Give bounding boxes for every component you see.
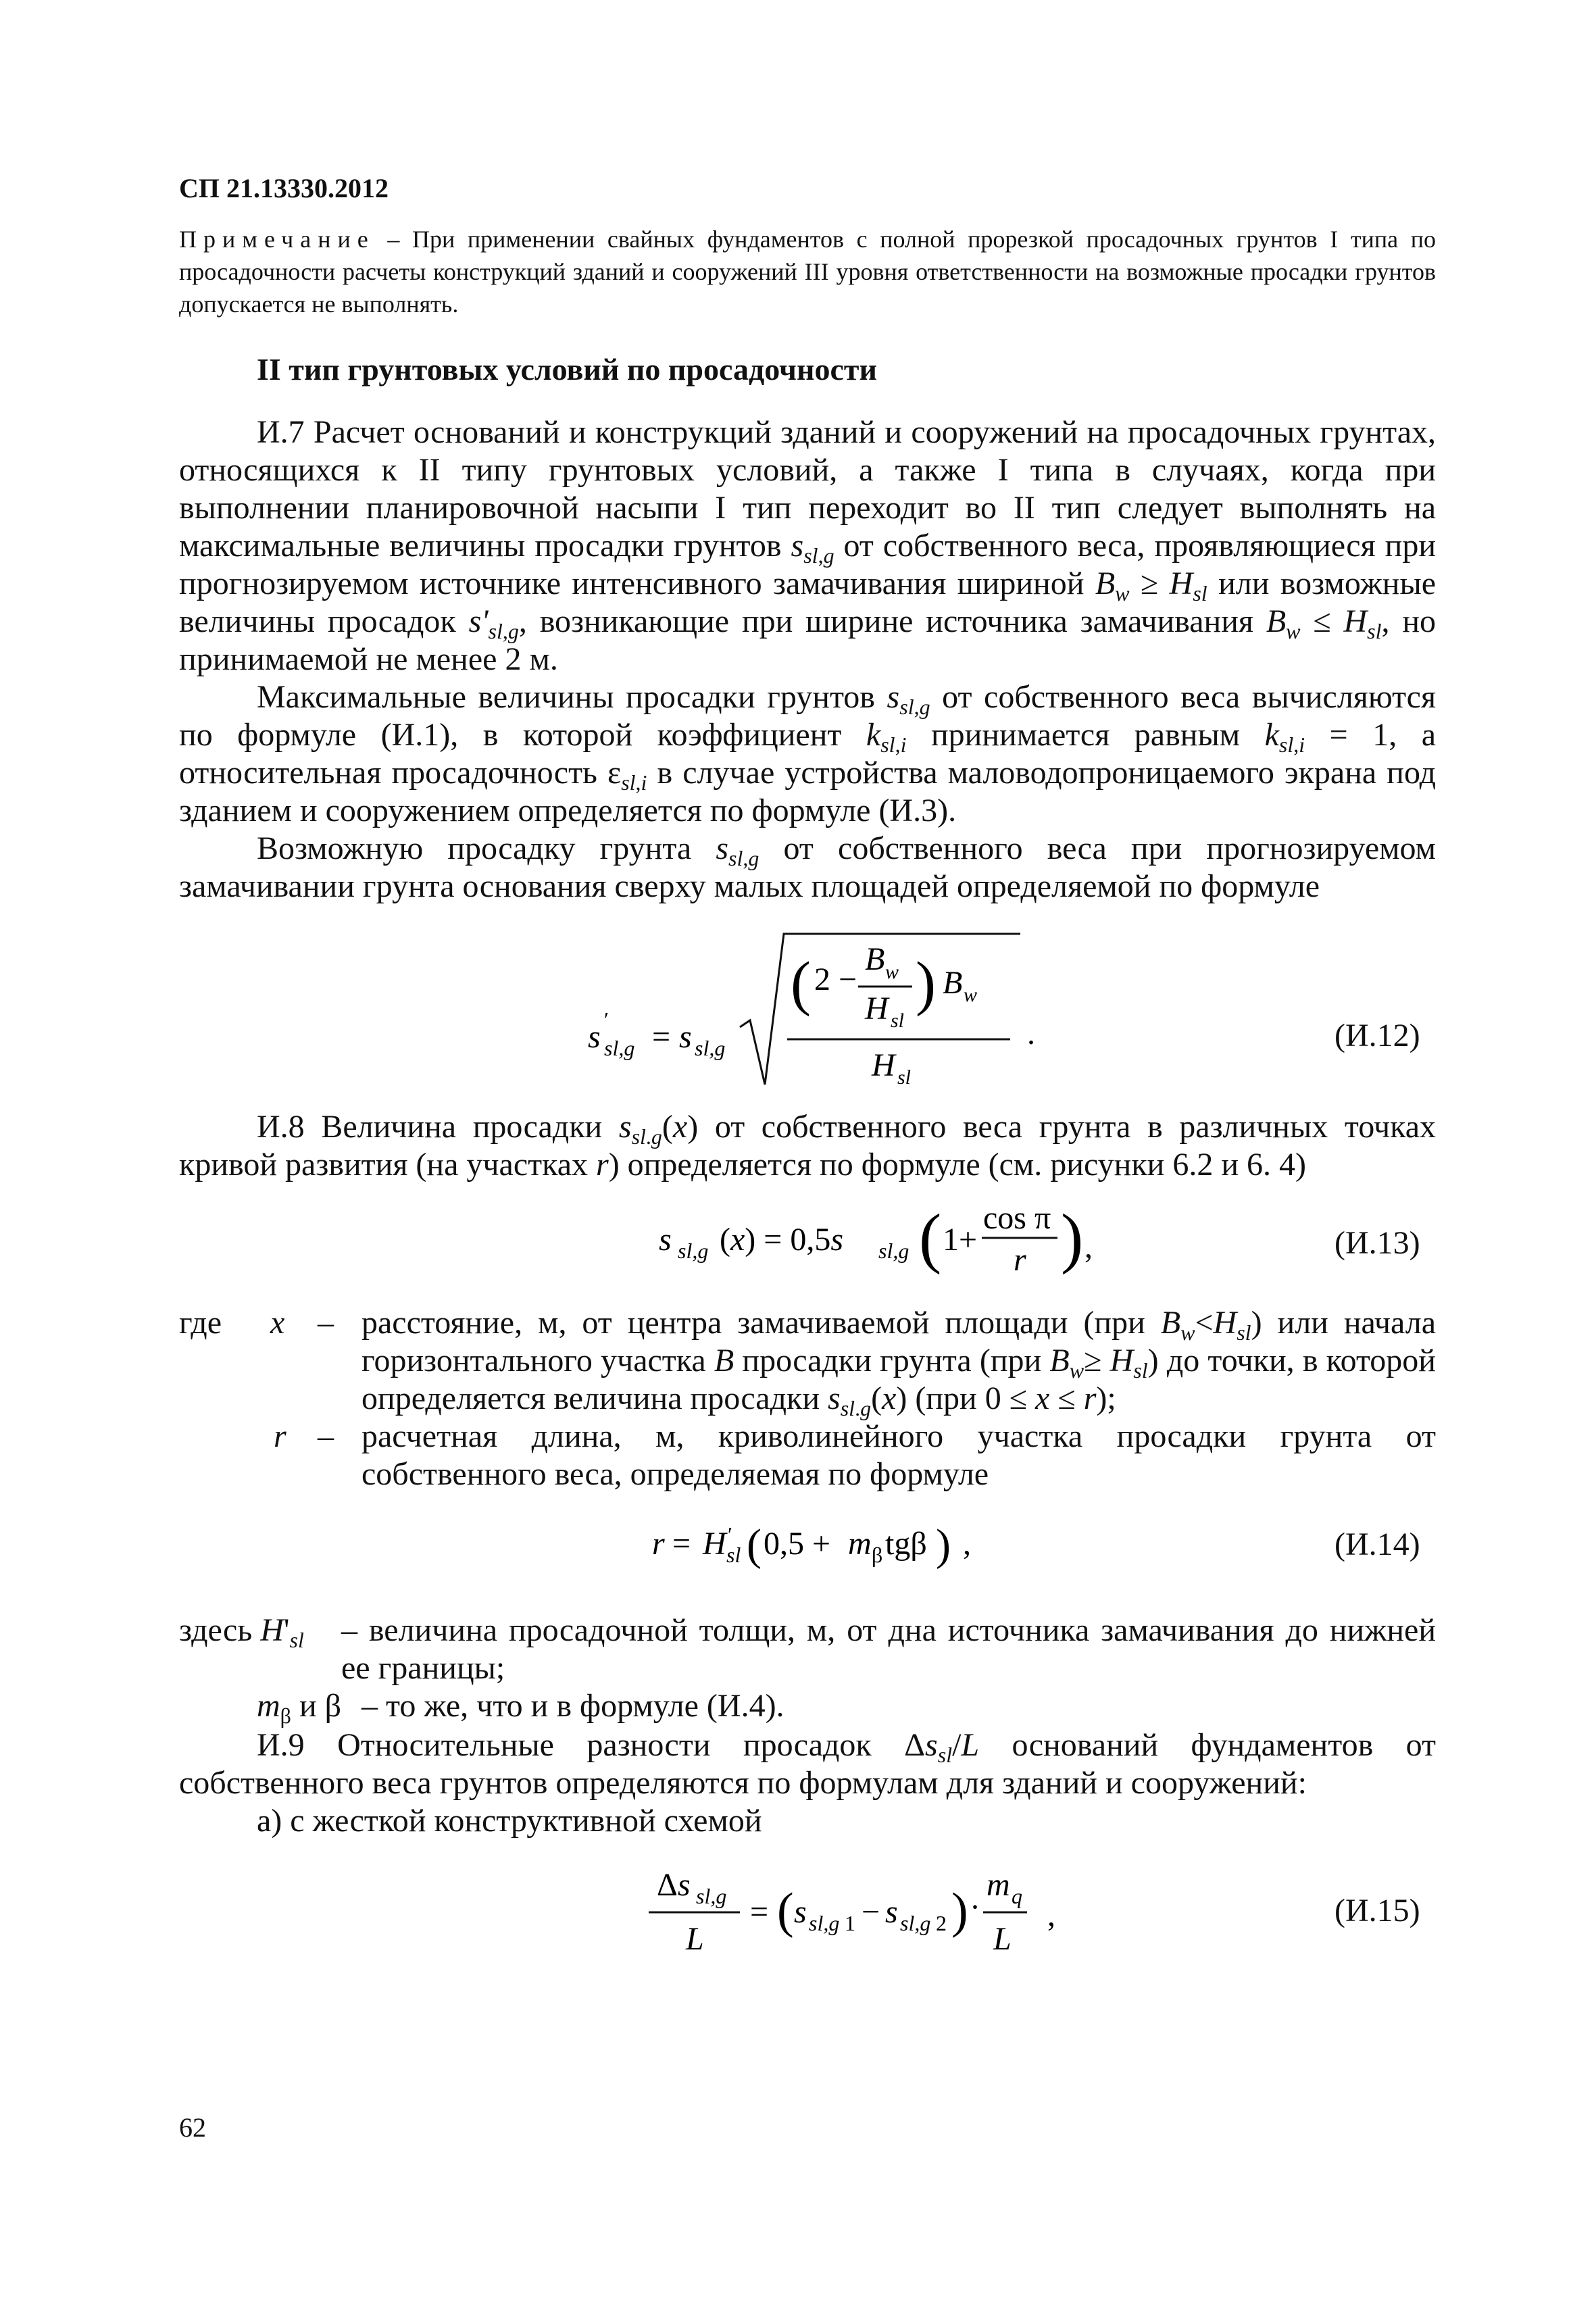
svg-text:0,5 +: 0,5 + [764, 1526, 831, 1562]
svg-text:r: r [652, 1526, 665, 1562]
svg-text:s: s [885, 1894, 898, 1930]
x-def-e: (при 0 ≤ [915, 1380, 1028, 1416]
i7-p2-text-e: в случае устройства маловодопроницаемого экрана под зданием и сооружением определяется по формуле (И.3). [179, 755, 1436, 828]
paragraph-i7-2: Максимальные величины просадки грунтов $s_{sl,g}$ от собственного веса вычисляются по формуле (И.1), в которой коэффициент $k_{sl,i}$ принимается равным $k_{sl,i} = 1$, а относительная просадочность $\varepsilon_{sl,i}$ в случае устройства маловодопроницаемого экрана под зданием и сооружением определяется по формуле (И.3). [179, 679, 1437, 828]
here-word: здесь [179, 1612, 253, 1648]
i9-rigid-scheme: а) с жесткой конструктивной схемой [257, 1803, 762, 1839]
equation-number-i14: (И.14) [1335, 1526, 1420, 1562]
svg-text:2 −: 2 − [814, 962, 857, 997]
svg-text:=: = [672, 1526, 691, 1562]
svg-text:Δs: Δs [657, 1867, 691, 1903]
i8-text-c: ) определяется по формуле (см. рисунки 6.2 и 6. 4) [608, 1147, 1307, 1183]
svg-text:β: β [872, 1543, 883, 1567]
x-def-b: ) или начала горизонтального участка [361, 1305, 1437, 1378]
svg-text:B: B [865, 941, 885, 977]
formula-i12 [588, 926, 1061, 1101]
svg-text:′: ′ [603, 1007, 607, 1032]
svg-text:′: ′ [726, 1522, 731, 1547]
i7-p3-text-a: Возможную просадку грунта [257, 830, 692, 866]
svg-text:r: r [1014, 1242, 1026, 1278]
svg-text:sl: sl [897, 1066, 912, 1089]
svg-text:H: H [872, 1047, 895, 1083]
i7-text-a: И.7 Расчет оснований и конструкций зданий и сооружений на просадочных грунтах, относящихся к II типу грунтовых условий, а также I типа в случаях, когда при выполнении планировочной насыпи I тип переходит во II тип следует выполнять на максимальные величины просадки грунтов [179, 414, 1436, 564]
svg-text:s: s [659, 1222, 672, 1258]
svg-text:B: B [943, 965, 963, 1001]
x-def-c: просадки грунта (при [742, 1343, 1042, 1378]
x-definition: расстояние, м, от центра замачиваемой площади (при $B_w<H_{sl}$) или начала горизонтального участка B просадки грунта (при $B_w\ge H_{sl}$) до точки, в которой определяется величина просадки $s_{sl.g}(x)$ (при 0 ≤ x ≤ r); [361, 1305, 1437, 1420]
svg-text:·: · [970, 1889, 980, 1925]
svg-text:(: ( [919, 1200, 942, 1275]
svg-text:m: m [848, 1526, 872, 1562]
svg-text:.: . [1027, 1016, 1035, 1051]
i9-text-b: оснований фундаментов от собственного веса грунтов определяются по формулам для зданий и сооружений: [179, 1727, 1437, 1801]
i7-p2-text-a: Максимальные величины просадки грунтов [257, 679, 875, 715]
svg-text:(: ( [791, 950, 811, 1017]
svg-text:): ) [936, 1520, 951, 1570]
m-definition: – то же, что и в формуле (И.4). [361, 1688, 784, 1724]
r-symbol: r [274, 1418, 286, 1454]
i7-text-d: , возникающие при ширине источника замачивания [518, 603, 1253, 639]
section-title: II тип грунтовых условий по просадочности [257, 352, 878, 387]
i7-p2-text-b: от собственного веса вычисляются по формуле (И.1), в которой коэффициент [179, 679, 1437, 753]
svg-text:): ) [1061, 1200, 1084, 1275]
paragraph-i9-a [179, 1802, 1436, 1840]
svg-text:q: q [1012, 1884, 1022, 1908]
svg-text:sl: sl [726, 1543, 741, 1567]
svg-text:s: s [588, 1019, 601, 1055]
svg-text:s: s [679, 1019, 692, 1055]
equation-comma-i13: , [1084, 1229, 1093, 1265]
x-dash: – [318, 1305, 334, 1341]
x-def-f: ≤ [1057, 1380, 1076, 1416]
definitions-list [179, 1304, 1436, 1493]
i7-p3-text-b: от собственного веса при прогнозируемом замачивании грунта основания сверху малых площадей определяемой по формуле [179, 830, 1437, 904]
i7-text-e: , но принимаемой не менее 2 м. [179, 603, 1437, 677]
equation-number-i12: (И.12) [1335, 1018, 1420, 1053]
svg-text:w: w [964, 984, 978, 1006]
svg-text:sl: sl [891, 1010, 905, 1032]
i7-text-c: или возможные величины просадок [179, 566, 1437, 639]
formula-i14 [652, 1514, 990, 1581]
svg-text:=: = [652, 1019, 671, 1055]
svg-text:sl,g: sl,g [695, 1036, 726, 1060]
paragraph-i9: И.9 Относительные разности просадок $\Delta s_{sl}/L$ оснований фундаментов от собственного веса грунтов определяются по формулам для зданий и сооружений: [179, 1727, 1437, 1801]
paragraph-i7-3: Возможную просадку грунта $s_{sl,g}$ от собственного веса при прогнозируемом замачивании грунта основания сверху малых площадей определяемой по формуле [179, 830, 1437, 904]
i8-text-b: от собственного веса грунта в различных точках кривой развития (на участках [179, 1109, 1437, 1183]
svg-text:sl,g: sl,g [678, 1239, 709, 1263]
here-label: здесь $H'_{sl}$ [179, 1612, 304, 1652]
x-symbol: x [270, 1305, 285, 1341]
note-paragraph [179, 223, 1436, 320]
note-label: Примечание [179, 226, 375, 253]
equation-number-i13: (И.13) [1335, 1225, 1420, 1261]
document-code-header: СП 21.13330.2012 [179, 173, 389, 203]
x-def-a: расстояние, м, от центра замачиваемой площади (при [361, 1305, 1145, 1341]
svg-text:s: s [794, 1894, 807, 1930]
svg-text:,: , [1047, 1897, 1055, 1933]
svg-text:,: , [963, 1526, 971, 1562]
svg-text:(x) = 0,5s: (x) = 0,5s [720, 1222, 844, 1258]
formula-i13 [659, 1196, 1084, 1291]
svg-text:): ) [916, 950, 936, 1017]
svg-text:2: 2 [936, 1911, 947, 1935]
svg-text:): ) [951, 1883, 968, 1939]
definitions-list-2 [179, 1612, 1436, 1728]
x-def-g: ); [1096, 1380, 1116, 1416]
where-label: где [179, 1305, 222, 1341]
svg-text:sl,g: sl,g [604, 1036, 635, 1060]
formula-i15 [649, 1858, 1081, 1960]
svg-text:sl,g: sl,g [809, 1911, 840, 1935]
r-definition: расчетная длина, м, криволинейного участка просадки грунта от собственного веса, определяемая по формуле [361, 1418, 1436, 1492]
r-dash: – [318, 1418, 334, 1454]
paragraph-i8: И.8 Величина просадки $s_{sl.g}(x)$ от собственного веса грунта в различных точках кривой развития (на участках r) определяется по формуле (см. рисунки 6.2 и 6. 4) [179, 1109, 1437, 1183]
page-number: 62 [179, 2112, 206, 2143]
note-text: – При применении свайных фундаментов с полной прорезкой просадочных грунтов I типа по просадочности расчеты конструкций зданий и сооружений III уровня ответственности на возможные просадки грунтов допускается не выполнять. [179, 226, 1436, 318]
svg-text:H: H [865, 991, 889, 1026]
svg-text:=: = [750, 1894, 769, 1930]
svg-text:sl,g: sl,g [900, 1911, 931, 1935]
svg-text:w: w [885, 961, 899, 983]
i9-text-a: И.9 Относительные разности просадок [257, 1727, 872, 1763]
svg-text:1+: 1+ [943, 1222, 978, 1258]
svg-text:L: L [993, 1921, 1012, 1957]
m-beta-label: $m_\beta$ и β [257, 1688, 342, 1728]
svg-text:L: L [686, 1921, 704, 1957]
i7-p2-text-c: принимается равным [930, 717, 1241, 753]
svg-text:H: H [703, 1526, 726, 1562]
x-def-d: ) до точки, в которой определяется величина просадки [361, 1343, 1436, 1416]
i8-text-a: И.8 Величина просадки [257, 1109, 603, 1145]
svg-text:1: 1 [845, 1911, 855, 1935]
svg-text:(: ( [777, 1883, 794, 1939]
svg-text:tgβ: tgβ [885, 1526, 927, 1562]
h-definition: – величина просадочной толщи, м, от дна источника замачивания до нижней ее границы; [341, 1612, 1436, 1686]
svg-text:−: − [862, 1894, 880, 1930]
equation-number-i15: (И.15) [1335, 1893, 1420, 1928]
svg-text:cos π: cos π [983, 1200, 1051, 1236]
svg-text:sl,g: sl,g [696, 1884, 727, 1908]
svg-text:m: m [987, 1867, 1010, 1903]
paragraph-i7-1: И.7 Расчет оснований и конструкций зданий и сооружений на просадочных грунтах, относящихся к II типу грунтовых условий, а также I типа в случаях, когда при выполнении планировочной насыпи I тип переходит во II тип следует выполнять на максимальные величины просадки грунтов $s_{sl,g}$ от собственного веса, проявляющиеся при прогнозируемом источнике интенсивного замачивания шириной $B_w \ge H_{sl}$ или возможные величины просадок $s'_{sl,g}$, возникающие при ширине источника замачивания $B_w \le H_{sl}$, но принимаемой не менее 2 м. [179, 414, 1437, 677]
i7-text-b: от собственного веса, проявляющиеся при прогнозируемом источнике интенсивного замачивания шириной [179, 528, 1437, 601]
i7-p2-text-d: = 1, а относительная просадочность [179, 717, 1437, 791]
svg-text:(: ( [747, 1520, 762, 1570]
m-and-beta: и β [299, 1688, 342, 1724]
svg-text:sl,g: sl,g [878, 1239, 909, 1263]
